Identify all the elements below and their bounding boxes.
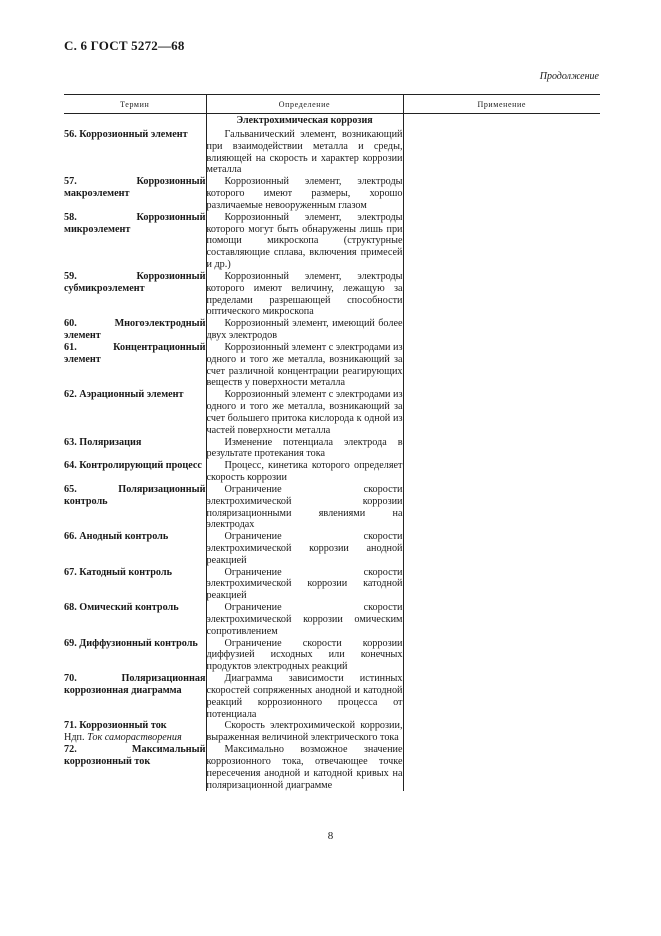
definition-text: Коррозионный элемент, электроды которого могут быть обнаружены лишь при помощи микроскопа (структурные составляющие сплава, включения примесей и др.) xyxy=(206,211,403,271)
term-cell xyxy=(64,342,206,389)
definition-cell xyxy=(206,673,403,720)
table-row xyxy=(64,720,600,744)
definition-text: Коррозионный элемент, электроды которого имеют величину, лежащую за пределами разрешающей способности оптического микроскопа xyxy=(206,270,403,318)
term-name: 62. Аэрационный элемент xyxy=(64,389,184,401)
application-cell xyxy=(403,460,600,484)
section-title: Электрохимическая коррозия xyxy=(206,114,403,130)
term-name: 67. Катодный контроль xyxy=(64,566,172,578)
definition-text: Коррозионный элемент с электродами из одного и того же металла, возникающий за счет различной концентрации реагирующих веществ у поверхности металла xyxy=(206,341,403,389)
application-cell xyxy=(403,437,600,461)
term-cell xyxy=(64,484,206,531)
application-cell xyxy=(403,484,600,531)
definition-cell xyxy=(206,602,403,637)
definition-cell xyxy=(206,271,403,318)
table-row xyxy=(64,271,600,318)
term-cell xyxy=(64,638,206,673)
definition-text: Ограничение скорости электрохимической коррозии катодной реакцией xyxy=(206,566,403,602)
application-cell xyxy=(403,342,600,389)
table-row xyxy=(64,176,600,211)
term-cell xyxy=(64,176,206,211)
term-name: 57. Коррозионный макроэлемент xyxy=(64,176,206,200)
definition-text: Ограничение скорости электрохимической коррозии омическим сопротивлением xyxy=(206,602,403,637)
table-row xyxy=(64,318,600,342)
term-name: 72. Максимальный коррозионный ток xyxy=(64,744,206,767)
continuation-label: Продолжение xyxy=(539,71,599,82)
application-cell xyxy=(403,318,600,342)
term-cell xyxy=(64,602,206,637)
application-cell xyxy=(403,638,600,673)
term-cell xyxy=(64,318,206,342)
application-cell xyxy=(403,567,600,602)
note-text: Ток саморастворения xyxy=(87,732,182,744)
definition-text: Коррозионный элемент с электродами из одного и того же металла, возникающий за счет большего притока кислорода к одной из частей поверхности металла xyxy=(206,389,403,436)
page-number: 8 xyxy=(327,830,334,842)
definition-text: Коррозионный элемент, электроды которого имеют размеры, хорошо различаемые невооруженным глазом xyxy=(206,176,403,211)
definition-cell xyxy=(206,176,403,211)
table-row xyxy=(64,567,600,602)
definition-text: Гальванический элемент, возникающий при взаимодействии металла и среды, влияющей на скорость и характер коррозии металла xyxy=(206,129,403,176)
application-cell xyxy=(403,602,600,637)
table-row xyxy=(64,342,600,389)
definition-text: Изменение потенциала электрода в результате протекания тока xyxy=(206,436,403,460)
term-cell xyxy=(64,673,206,720)
application-cell xyxy=(403,389,600,436)
term-name: 69. Диффузионный контроль xyxy=(64,637,198,649)
term-name: 71. Коррозионный ток xyxy=(64,720,167,732)
table-row xyxy=(64,673,600,720)
term-name: 59. Коррозионный субмикроэлемент xyxy=(64,270,206,294)
column-header-definition: Определение xyxy=(206,95,403,114)
definition-text: Коррозионный элемент, имеющий более двух электродов xyxy=(206,318,403,342)
definition-cell xyxy=(206,460,403,484)
term-cell xyxy=(64,271,206,318)
definition-cell xyxy=(206,484,403,531)
definition-cell xyxy=(206,318,403,342)
term-cell xyxy=(64,212,206,271)
table-header-row xyxy=(64,95,600,114)
term-name: 63. Поляризация xyxy=(64,436,142,448)
terms-table xyxy=(64,94,600,791)
section-row xyxy=(64,114,600,130)
application-cell xyxy=(403,129,600,176)
definition-cell xyxy=(206,720,403,744)
application-cell xyxy=(403,720,600,744)
definition-text: Диаграмма зависимости истинных скоростей сопряженных анодной и катодной реакций коррозионного процесса от потенциала xyxy=(206,673,403,720)
definition-text: Процесс, кинетика которого определяет скорость коррозии xyxy=(206,460,403,484)
application-cell xyxy=(403,673,600,720)
definition-cell xyxy=(206,342,403,389)
definition-text: Ограничение скорости электрохимической коррозии анодной реакцией xyxy=(206,531,403,566)
table-row xyxy=(64,437,600,461)
application-cell xyxy=(403,531,600,566)
definition-cell xyxy=(206,744,403,791)
application-cell xyxy=(403,744,600,791)
term-cell xyxy=(64,129,206,176)
term-cell xyxy=(64,531,206,566)
column-header-term: Термин xyxy=(64,95,206,114)
term-cell xyxy=(64,720,206,744)
definition-text: Ограничение скорости электрохимической коррозии поляризационными явлениями на электродах xyxy=(206,483,403,531)
definition-cell xyxy=(206,389,403,436)
definition-text: Максимально возможное значение коррозионного тока, отвечающее точке пересечения анодной и катодной кривых на поляризационной диаграмме xyxy=(206,744,403,791)
term-cell xyxy=(64,437,206,461)
term-name: 66. Анодный контроль xyxy=(64,531,169,543)
term-name: 65. Поляризационный контроль xyxy=(64,483,206,507)
term-name: 64. Контролирующий процесс xyxy=(64,460,202,472)
term-cell xyxy=(64,460,206,484)
term-cell xyxy=(64,389,206,436)
table-row xyxy=(64,484,600,531)
term-name: 60. Многоэлектродный элемент xyxy=(64,318,206,342)
term-name: 70. Поляризационная коррозионная диаграмма xyxy=(64,673,206,696)
table-row xyxy=(64,744,600,791)
term-cell xyxy=(64,744,206,791)
table-row xyxy=(64,531,600,566)
definition-cell xyxy=(206,437,403,461)
application-cell xyxy=(403,271,600,318)
definition-cell xyxy=(206,567,403,602)
column-header-application: Применение xyxy=(403,95,600,114)
table-row xyxy=(64,460,600,484)
table-row xyxy=(64,602,600,637)
table-row xyxy=(64,389,600,436)
term-note xyxy=(64,732,206,744)
table-row xyxy=(64,212,600,271)
definition-cell xyxy=(206,638,403,673)
term-name: 58. Коррозионный микроэлемент xyxy=(64,211,206,235)
term-name: 56. Коррозионный элемент xyxy=(64,129,188,140)
definition-text: Ограничение скорости коррозии диффузией исходных или конечных продуктов электродных реакций xyxy=(206,637,403,673)
term-cell xyxy=(64,567,206,602)
table-row xyxy=(64,638,600,673)
definition-cell xyxy=(206,531,403,566)
term-name: 61. Концентрационный элемент xyxy=(64,341,206,365)
definition-cell xyxy=(206,129,403,176)
term-name: 68. Омический контроль xyxy=(64,602,179,614)
application-cell xyxy=(403,176,600,211)
application-cell xyxy=(403,212,600,271)
note-prefix: Ндп. xyxy=(64,732,85,744)
definition-text: Скорость электрохимической коррозии, выраженная величиной электрического тока xyxy=(206,720,403,744)
table-row xyxy=(64,129,600,176)
definition-cell xyxy=(206,212,403,271)
document-header: С. 6 ГОСТ 5272—68 xyxy=(64,38,185,53)
